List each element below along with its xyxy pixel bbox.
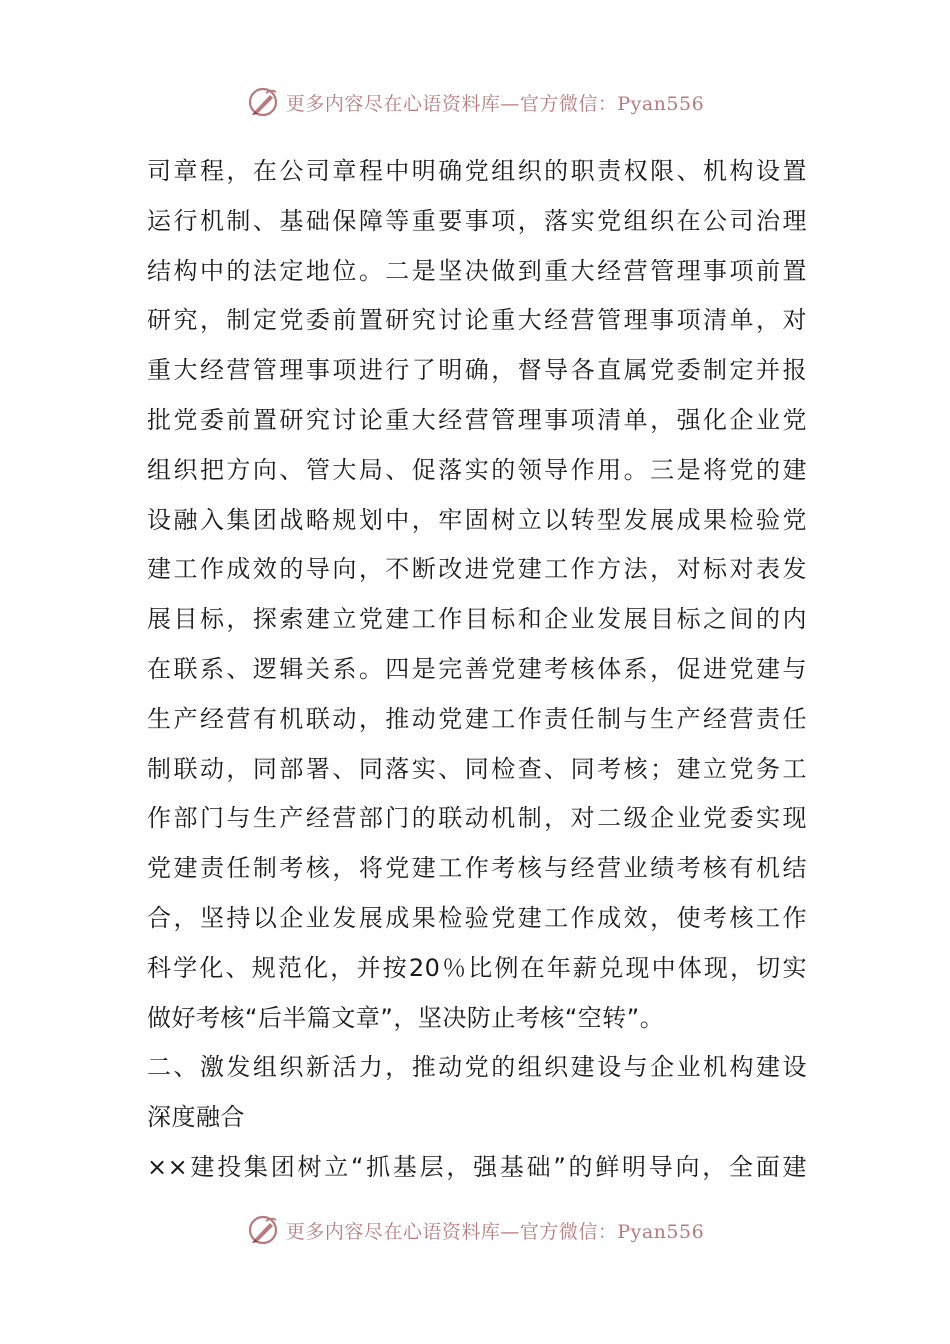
body-line: 党建责任制考核，将党建工作考核与经营业绩考核有机结 — [147, 854, 807, 883]
body-line: 在联系、逻辑关系。四是完善党建考核体系，促进党建与 — [147, 654, 807, 683]
body-line: 合，坚持以企业发展成果检验党建工作成效，使考核工作 — [147, 903, 807, 932]
body-line: 司章程，在公司章程中明确党组织的职责权限、机构设置 — [147, 157, 807, 185]
pen-logo-icon — [246, 85, 280, 119]
body-line: 重大经营管理事项进行了明确，督导各直属党委制定并报 — [147, 356, 807, 385]
body-line: 批党委前置研究讨论重大经营管理事项清单，强化企业党 — [147, 405, 807, 434]
section-heading-line: 二、激发组织新活力，推动党的组织建设与企业机构建设 — [147, 1053, 807, 1082]
body-line: 运行机制、基础保障等重要事项，落实党组织在公司治理 — [147, 206, 807, 235]
header-watermark-banner — [0, 82, 950, 122]
body-line: 制联动，同部署、同落实、同检查、同考核；建立党务工 — [147, 754, 807, 783]
footer-watermark-banner — [0, 1210, 950, 1250]
body-line: 设融入集团战略规划中，牢固树立以转型发展成果检验党 — [147, 505, 807, 534]
body-line: ××建投集团树立“抓基层，强基础”的鲜明导向，全面建 — [147, 1152, 807, 1181]
body-line: 展目标，探索建立党建工作目标和企业发展目标之间的内 — [147, 605, 807, 634]
body-line: 结构中的法定地位。二是坚决做到重大经营管理事项前置 — [147, 256, 807, 285]
pen-logo-icon — [246, 1213, 280, 1247]
footer-watermark-text: 更多内容尽在心语资料库—官方微信：Pyan556 — [285, 1220, 705, 1243]
body-line: 研究，制定党委前置研究讨论重大经营管理事项清单，对 — [147, 306, 807, 335]
body-line: 组织把方向、管大局、促落实的领导作用。三是将党的建 — [147, 455, 807, 484]
document-body — [147, 147, 807, 1193]
body-line: 科学化、规范化，并按20％比例在年薪兑现中体现，切实 — [147, 953, 807, 982]
body-line: 生产经营有机联动，推动党建工作责任制与生产经营责任 — [147, 704, 807, 733]
body-line: 作部门与生产经营部门的联动机制，对二级企业党委实现 — [147, 804, 807, 833]
body-line: 做好考核“后半篇文章”，坚决防止考核“空转”。 — [147, 1003, 665, 1032]
section-heading-line: 深度融合 — [147, 1103, 245, 1132]
body-line: 建工作成效的导向，不断改进党建工作方法，对标对表发 — [147, 555, 807, 584]
header-watermark-text: 更多内容尽在心语资料库—官方微信：Pyan556 — [285, 92, 705, 115]
